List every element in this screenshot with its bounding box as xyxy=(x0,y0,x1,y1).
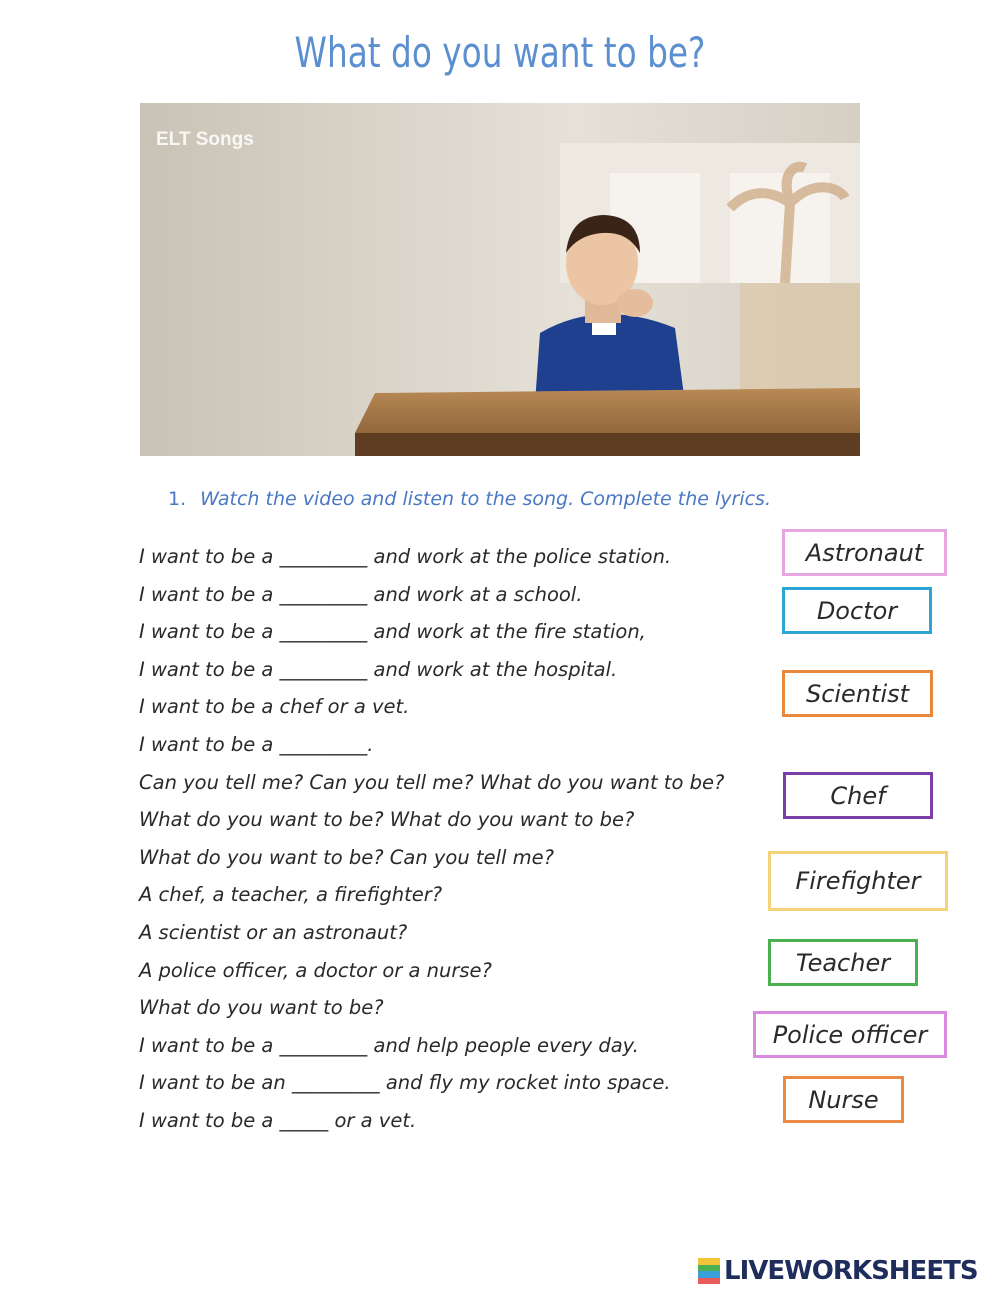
worksheet-title: What do you want to be? xyxy=(294,28,706,77)
lyric-line: I want to be a _________ and help people every day. xyxy=(139,1033,639,1057)
elt-songs-watermark: ELT Songs xyxy=(156,129,254,150)
lyric-line: I want to be a _________ and work at a school. xyxy=(139,582,583,606)
instruction xyxy=(168,488,771,510)
liveworksheets-footer xyxy=(698,1256,978,1286)
lyric-line: What do you want to be? xyxy=(139,996,384,1020)
lyric-line: I want to be an _________ and fly my rocket into space. xyxy=(139,1071,671,1095)
lyric-line: I want to be a _________ and work at the police station. xyxy=(139,545,672,568)
word-box-teacher[interactable]: Teacher xyxy=(768,939,918,986)
liveworksheets-logo-icon xyxy=(698,1258,720,1284)
liveworksheets-wordmark: LIVEWORKSHEETS xyxy=(724,1256,978,1286)
word-box-astronaut[interactable]: Astronaut xyxy=(782,529,947,576)
lyric-line: Can you tell me? Can you tell me? What do you want to be? xyxy=(139,770,725,794)
word-box-police-officer[interactable]: Police officer xyxy=(753,1011,947,1058)
instruction-text: Watch the video and listen to the song. Complete the lyrics. xyxy=(200,488,771,510)
video-still-image xyxy=(140,103,860,456)
lyric-line: I want to be a chef or a vet. xyxy=(139,695,410,719)
word-box-scientist[interactable]: Scientist xyxy=(782,670,933,717)
lyric-line: A police officer, a doctor or a nurse? xyxy=(139,958,492,982)
lyrics-list xyxy=(139,542,759,1144)
lyric-line: I want to be a _________ and work at the fire station, xyxy=(139,620,646,644)
word-box-doctor[interactable]: Doctor xyxy=(782,587,932,634)
instruction-number: 1. xyxy=(168,488,187,510)
word-box-firefighter[interactable]: Firefighter xyxy=(768,851,948,911)
word-box-chef[interactable]: Chef xyxy=(783,772,933,819)
lyric-line: I want to be a _____ or a vet. xyxy=(139,1108,417,1132)
word-box-nurse[interactable]: Nurse xyxy=(783,1076,904,1123)
lyric-line: A chef, a teacher, a firefighter? xyxy=(139,883,443,907)
lyric-line: A scientist or an astronaut? xyxy=(139,920,408,944)
lyric-line: I want to be a _________. xyxy=(139,732,374,756)
lyric-line: I want to be a _________ and work at the hospital. xyxy=(139,657,618,681)
lyric-line: What do you want to be? What do you want to be? xyxy=(139,808,635,832)
classroom-scene-illustration xyxy=(140,103,860,456)
lyric-line: What do you want to be? Can you tell me? xyxy=(139,845,554,869)
